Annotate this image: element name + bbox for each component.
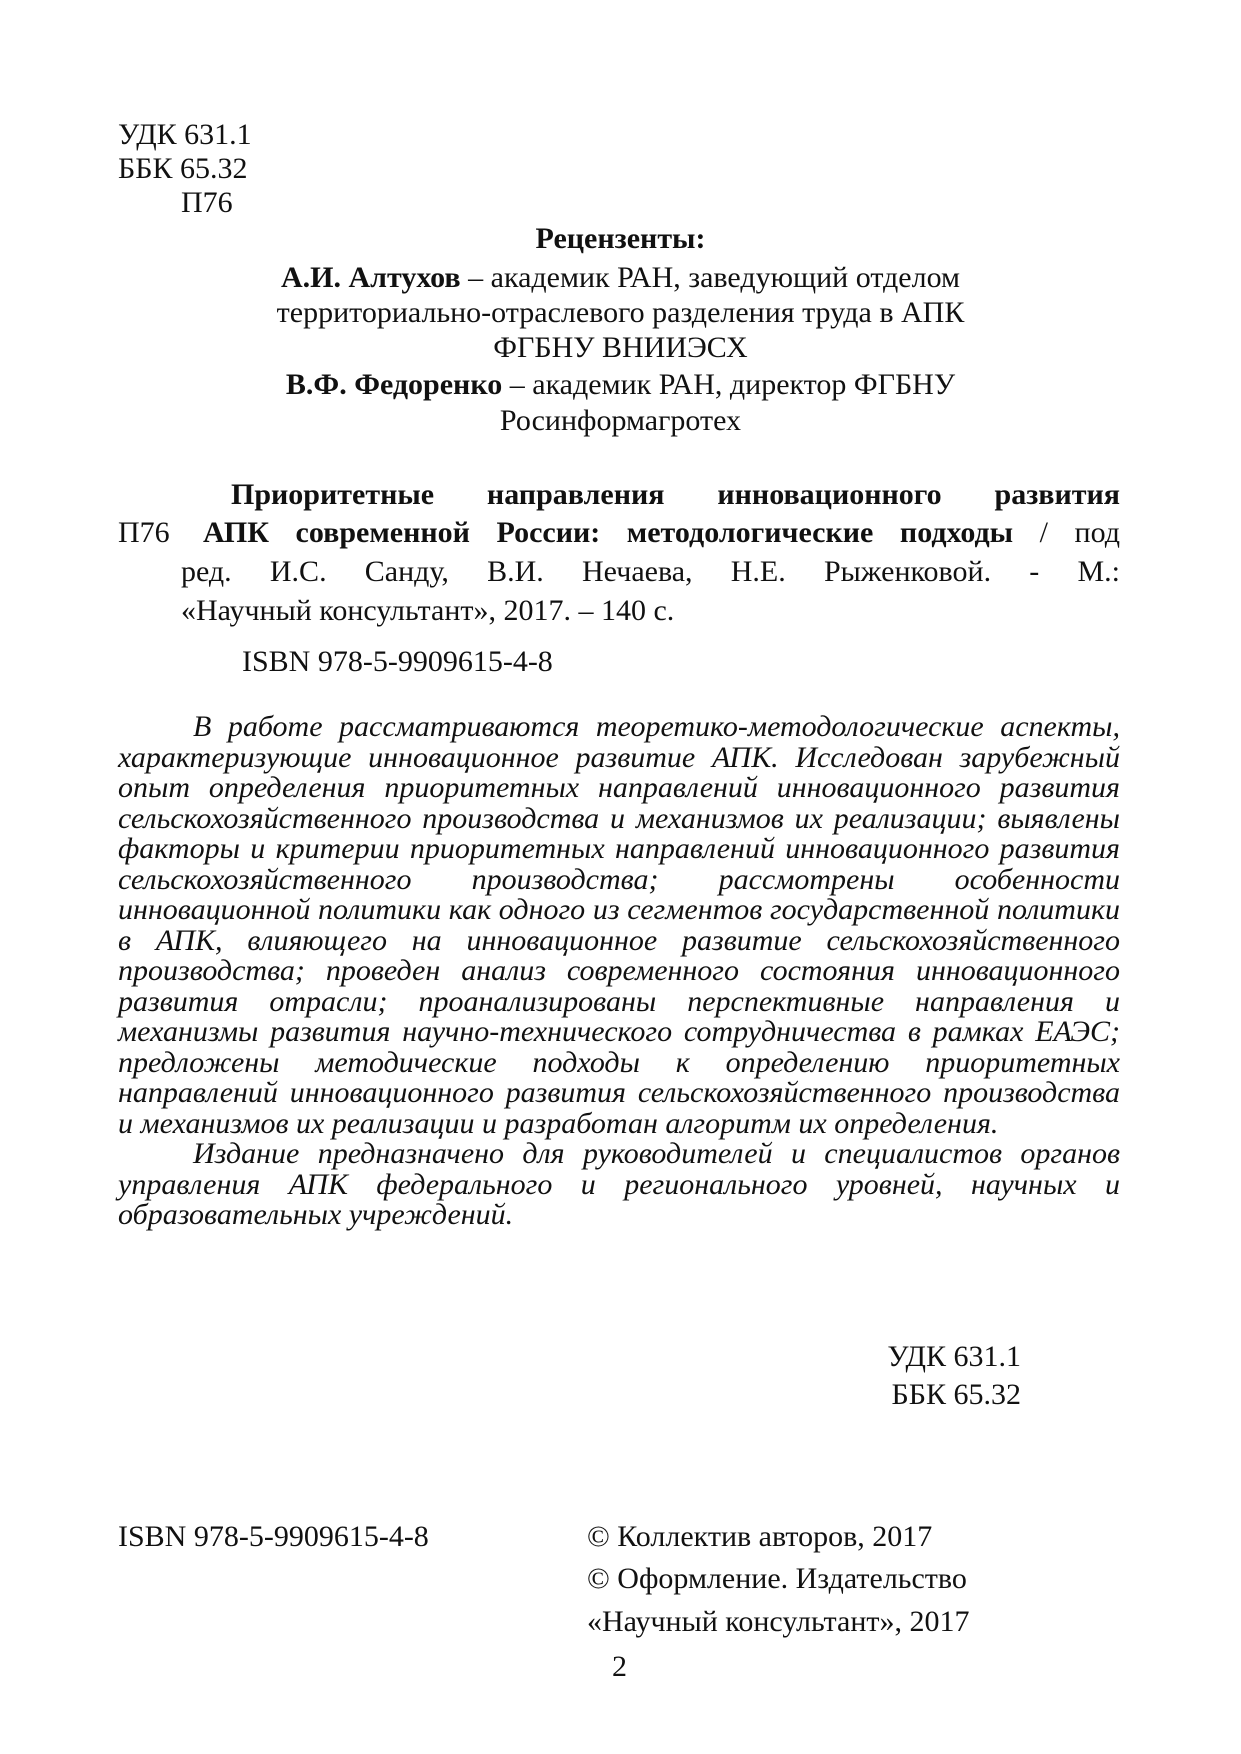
publisher-line: «Научный консультант», 2017. – 140 с. [181, 594, 675, 627]
copyright-design: © Оформление. Издательство [587, 1562, 967, 1595]
bibliographic-mark: П76 [118, 516, 170, 549]
reviewer-2-name: В.Ф. Федоренко [285, 368, 503, 401]
isbn-main: ISBN 978-5-9909615-4-8 [242, 645, 553, 678]
copyright-publisher: «Научный консультант», 2017 [587, 1605, 970, 1638]
book-title-line-2: АПК современной России: методологические подходы / под [203, 516, 1121, 549]
editors-line: ред. И.С. Санду, В.И. Нечаева, Н.Е. Рыженковой. - М.: [181, 555, 1120, 588]
page-number: 2 [612, 1650, 627, 1683]
reviewer-1-organization: ФГБНУ ВНИИЭСХ [493, 331, 748, 364]
classification-right [700, 1338, 1021, 1414]
bbk-code: ББК 65.32 [118, 152, 248, 185]
annotation [118, 712, 1120, 1231]
reviewer-1-position: – академик РАН, заведующий отделом [460, 261, 961, 294]
reviewers-title: Рецензенты: [535, 222, 706, 255]
reviewer-1-department: территориально-отраслевого разделения труда в АПК [276, 296, 965, 329]
isbn-footer: ISBN 978-5-9909615-4-8 [118, 1520, 429, 1553]
reviewer-1 [0, 261, 1241, 295]
annotation-paragraph-2: Издание предназначено для руководителей и специалистов органов управления АПК федерального и регионального уровней, научных и образовательных учреждений. [118, 1137, 1120, 1231]
reviewer-2-position: – академик РАН, директор ФГБНУ [502, 368, 956, 401]
reviewer-1-name: А.И. Алтухов [280, 261, 461, 294]
udk-code: УДК 631.1 [118, 118, 252, 151]
book-title-line-1: Приоритетные направления инновационного развития [231, 478, 1120, 511]
bbk-code-right: ББК 65.32 [891, 1378, 1021, 1411]
annotation-paragraph-1: В работе рассматриваются теоретико-методологические аспекты, характеризующие инновационное развитие АПК. Исследован зарубежный опыт определения приоритетных направлений инновационного развития сельскохозяйственного производства и механизмов их реализации; выявлены факторы и критерии приоритетных направлений инновационного развития сельскохозяйственного производства; рассмотрены особенности инновационной политики как одного из сегментов государственной политики в АПК, влияющего на инновационное развитие сельскохозяйственного производства; проведен анализ современного состояния инновационного развития отрасли; проанализированы перспективные направления и механизмы развития научно-технического сотрудничества в рамках ЕАЭС; предложены методические подходы к определению приоритетных направлений инновационного развития сельскохозяйственного производства и механизмов их реализации и разработан алгоритм их определения. [118, 710, 1120, 1140]
udk-code-right: УДК 631.1 [887, 1340, 1021, 1373]
reviewer-2-organization: Росинформагротех [499, 404, 742, 437]
reviewer-2 [0, 368, 1241, 402]
author-mark: П76 [181, 186, 233, 219]
copyright-authors: © Коллектив авторов, 2017 [587, 1520, 933, 1553]
